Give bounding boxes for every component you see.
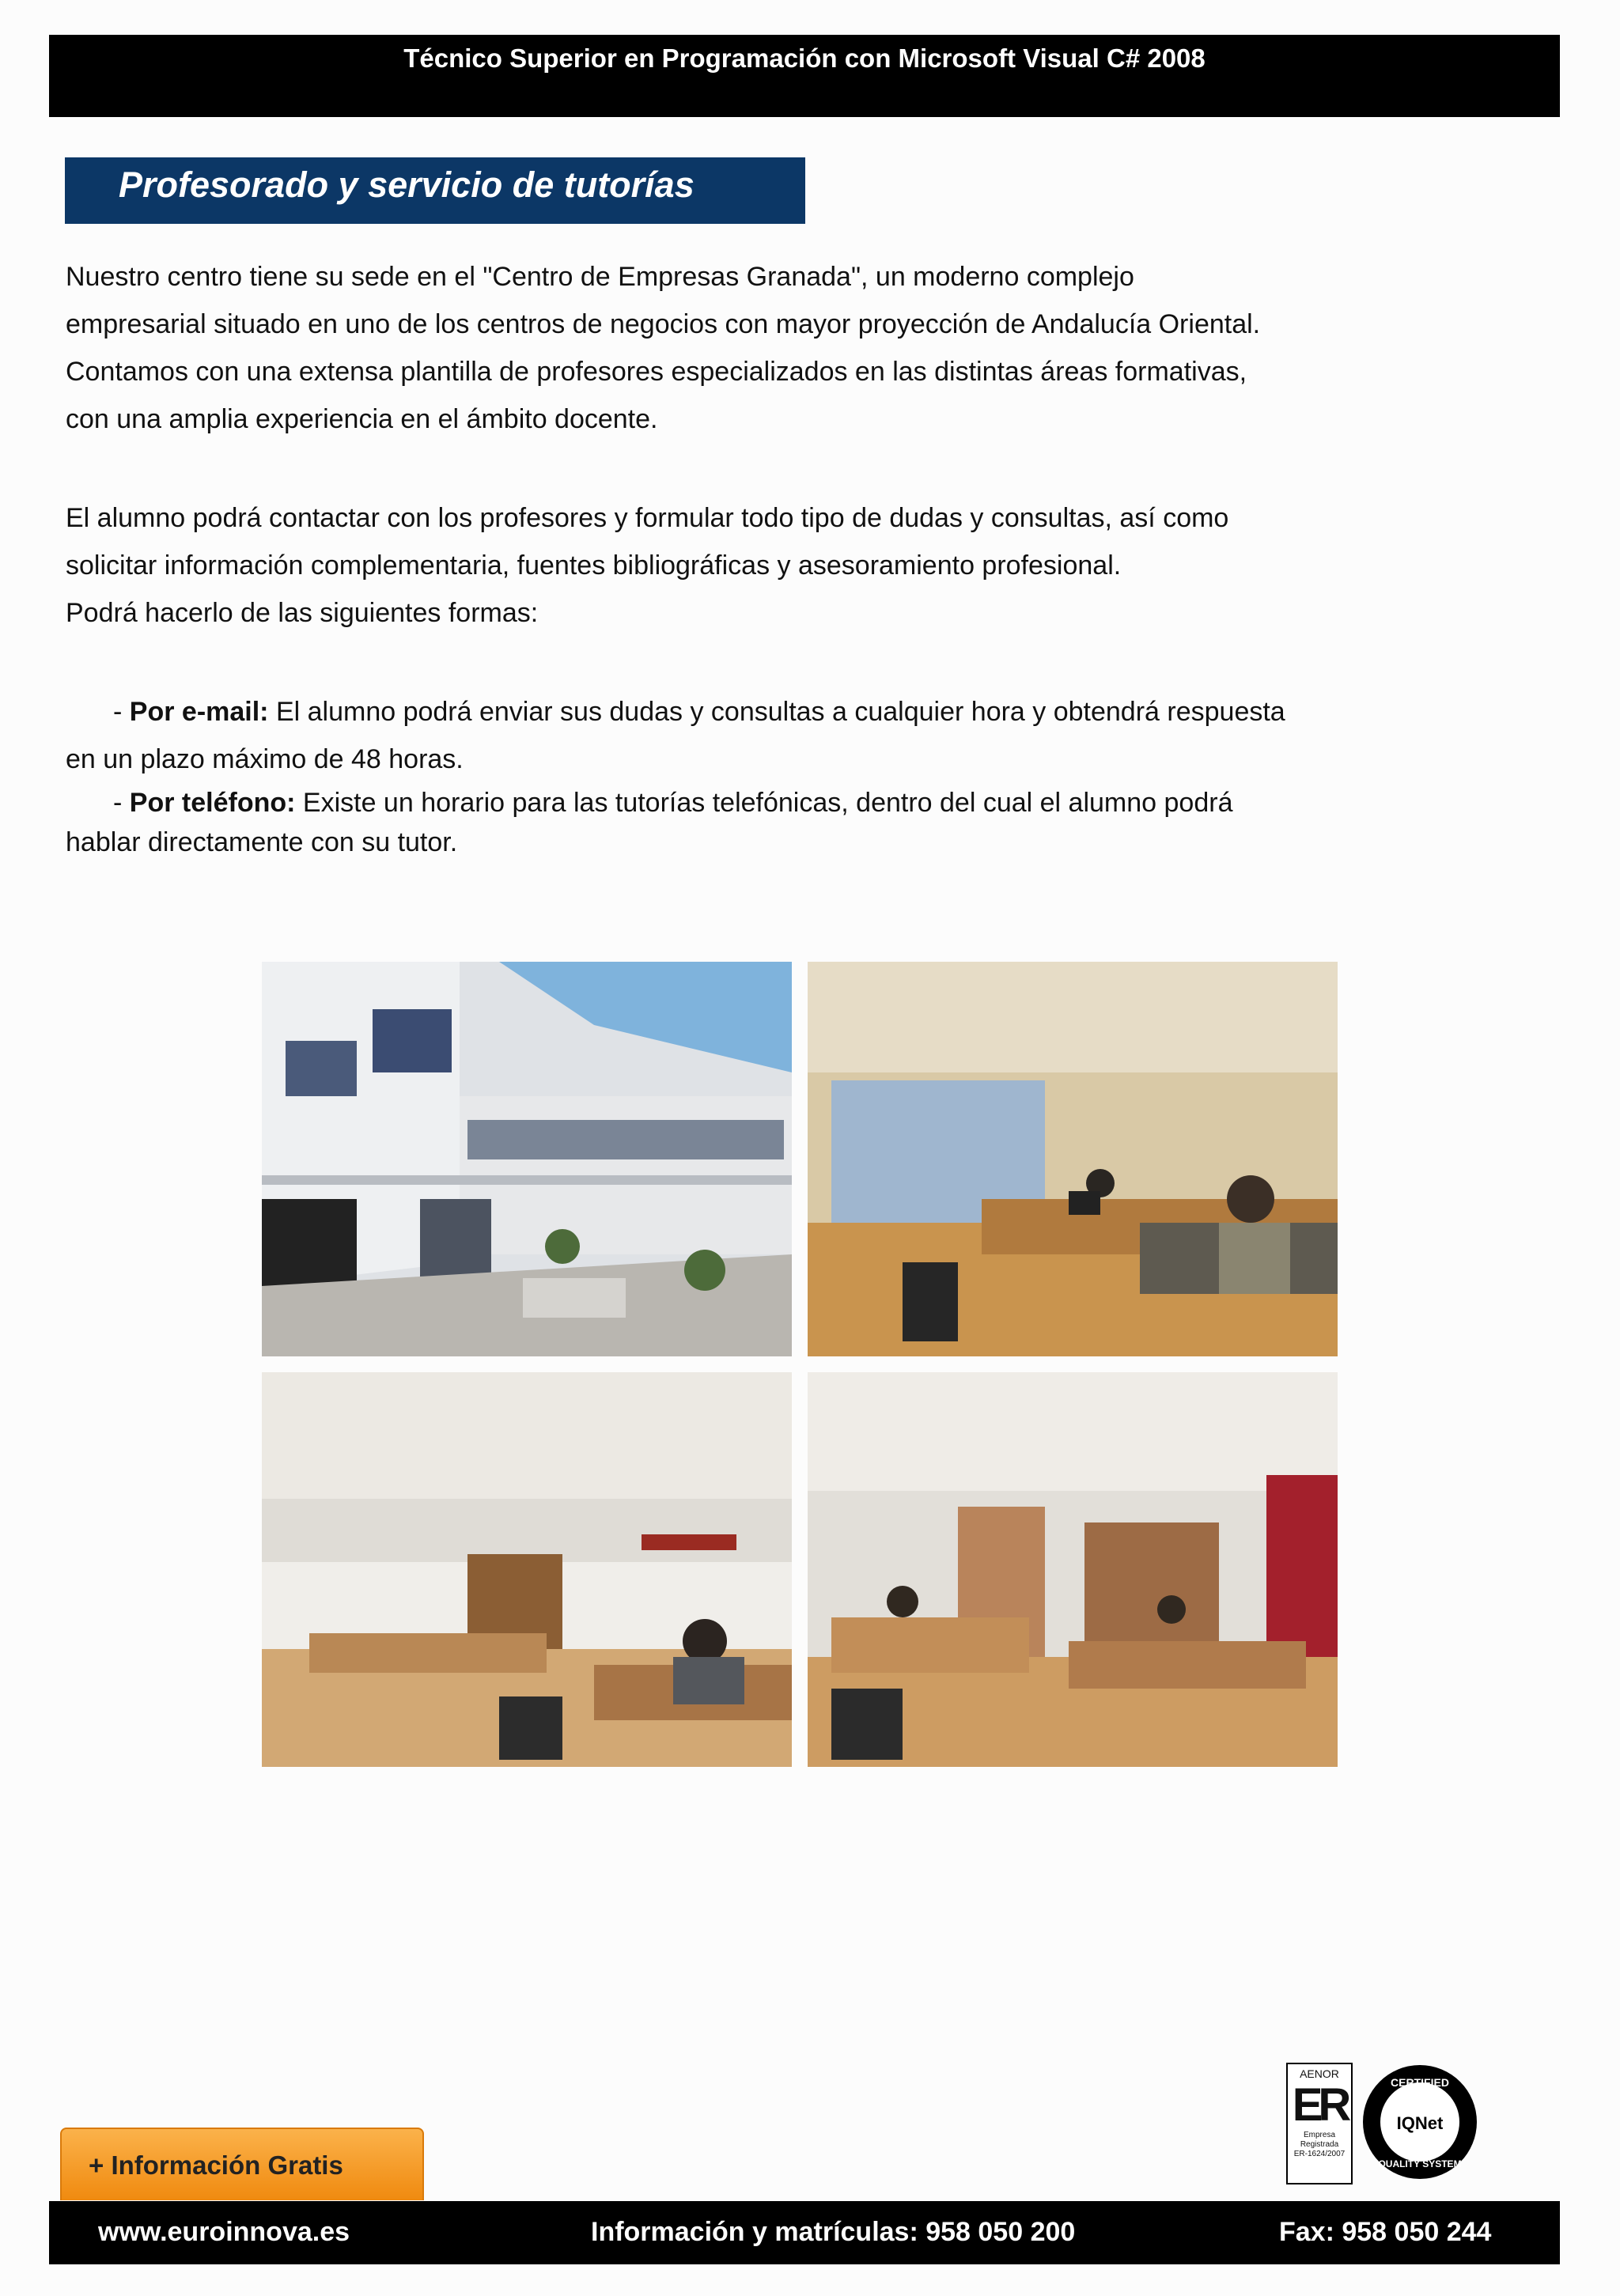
footer-fax: Fax: 958 050 244	[1279, 2217, 1492, 2247]
footer-phone: Información y matrículas: 958 050 200	[591, 2217, 1076, 2247]
iqnet-certification-seal	[1361, 2063, 1479, 2181]
document-header	[49, 35, 1560, 117]
intro-line: empresarial situado en uno de los centros de negocios con mayor proyección de Andalucía Oriental.	[66, 309, 1261, 339]
building-photo	[262, 962, 792, 1356]
aenor-certification-logo: AENOR ER Empresa Registrada ER-1624/2007	[1286, 2063, 1353, 2184]
svg-text:IQNet: IQNet	[1396, 2113, 1444, 2133]
office-photo-1	[808, 962, 1338, 1356]
intro-paragraph	[66, 253, 1426, 443]
office-photo-2	[262, 1372, 792, 1767]
method-phone-text-cont: hablar directamente con su tutor.	[66, 827, 458, 857]
office-photo-3	[808, 1372, 1338, 1767]
contact-line: solicitar información complementaria, fuentes bibliográficas y asesoramiento profesional.	[66, 550, 1122, 581]
contact-line: El alumno podrá contactar con los profesores y formular todo tipo de dudas y consultas, así como	[66, 503, 1229, 533]
method-email-text: El alumno podrá enviar sus dudas y consultas a cualquier hora y obtendrá respuesta	[268, 697, 1285, 727]
svg-text:QUALITY SYSTEM: QUALITY SYSTEM	[1378, 2158, 1462, 2169]
svg-text:CERTIFIED: CERTIFIED	[1391, 2076, 1449, 2089]
header-title: Técnico Superior en Programación con Microsoft Visual C# 2008	[403, 43, 1206, 73]
method-phone-label: Por teléfono:	[129, 788, 296, 818]
free-info-button[interactable]: + Información Gratis	[60, 2128, 424, 2200]
footer-website-link[interactable]: www.euroinnova.es	[98, 2217, 350, 2247]
method-email-text-cont: en un plazo máximo de 48 horas.	[66, 744, 464, 774]
method-phone: - Por teléfono: Existe un horario para las tutorías telefónicas, dentro del cual el alumno podrá hablar directamente con su tutor.	[66, 783, 1426, 862]
section-title: Profesorado y servicio de tutorías	[65, 157, 805, 224]
contact-paragraph	[66, 494, 1426, 637]
method-email-label: Por e-mail:	[129, 697, 269, 727]
intro-line: Contamos con una extensa plantilla de profesores especializados en las distintas áreas formativas,	[66, 357, 1247, 387]
intro-line: Nuestro centro tiene su sede en el "Centro de Empresas Granada", un moderno complejo	[66, 262, 1134, 292]
intro-line: con una amplia experiencia en el ámbito docente.	[66, 404, 658, 434]
contact-line: Podrá hacerlo de las siguientes formas:	[66, 598, 539, 628]
footer-bar	[49, 2201, 1560, 2264]
method-phone-text: Existe un horario para las tutorías telefónicas, dentro del cual el alumno podrá	[295, 788, 1233, 818]
method-email: - Por e-mail: El alumno podrá enviar sus dudas y consultas a cualquier hora y obtendrá respuesta en un plazo máximo de 48 horas.	[66, 688, 1426, 783]
